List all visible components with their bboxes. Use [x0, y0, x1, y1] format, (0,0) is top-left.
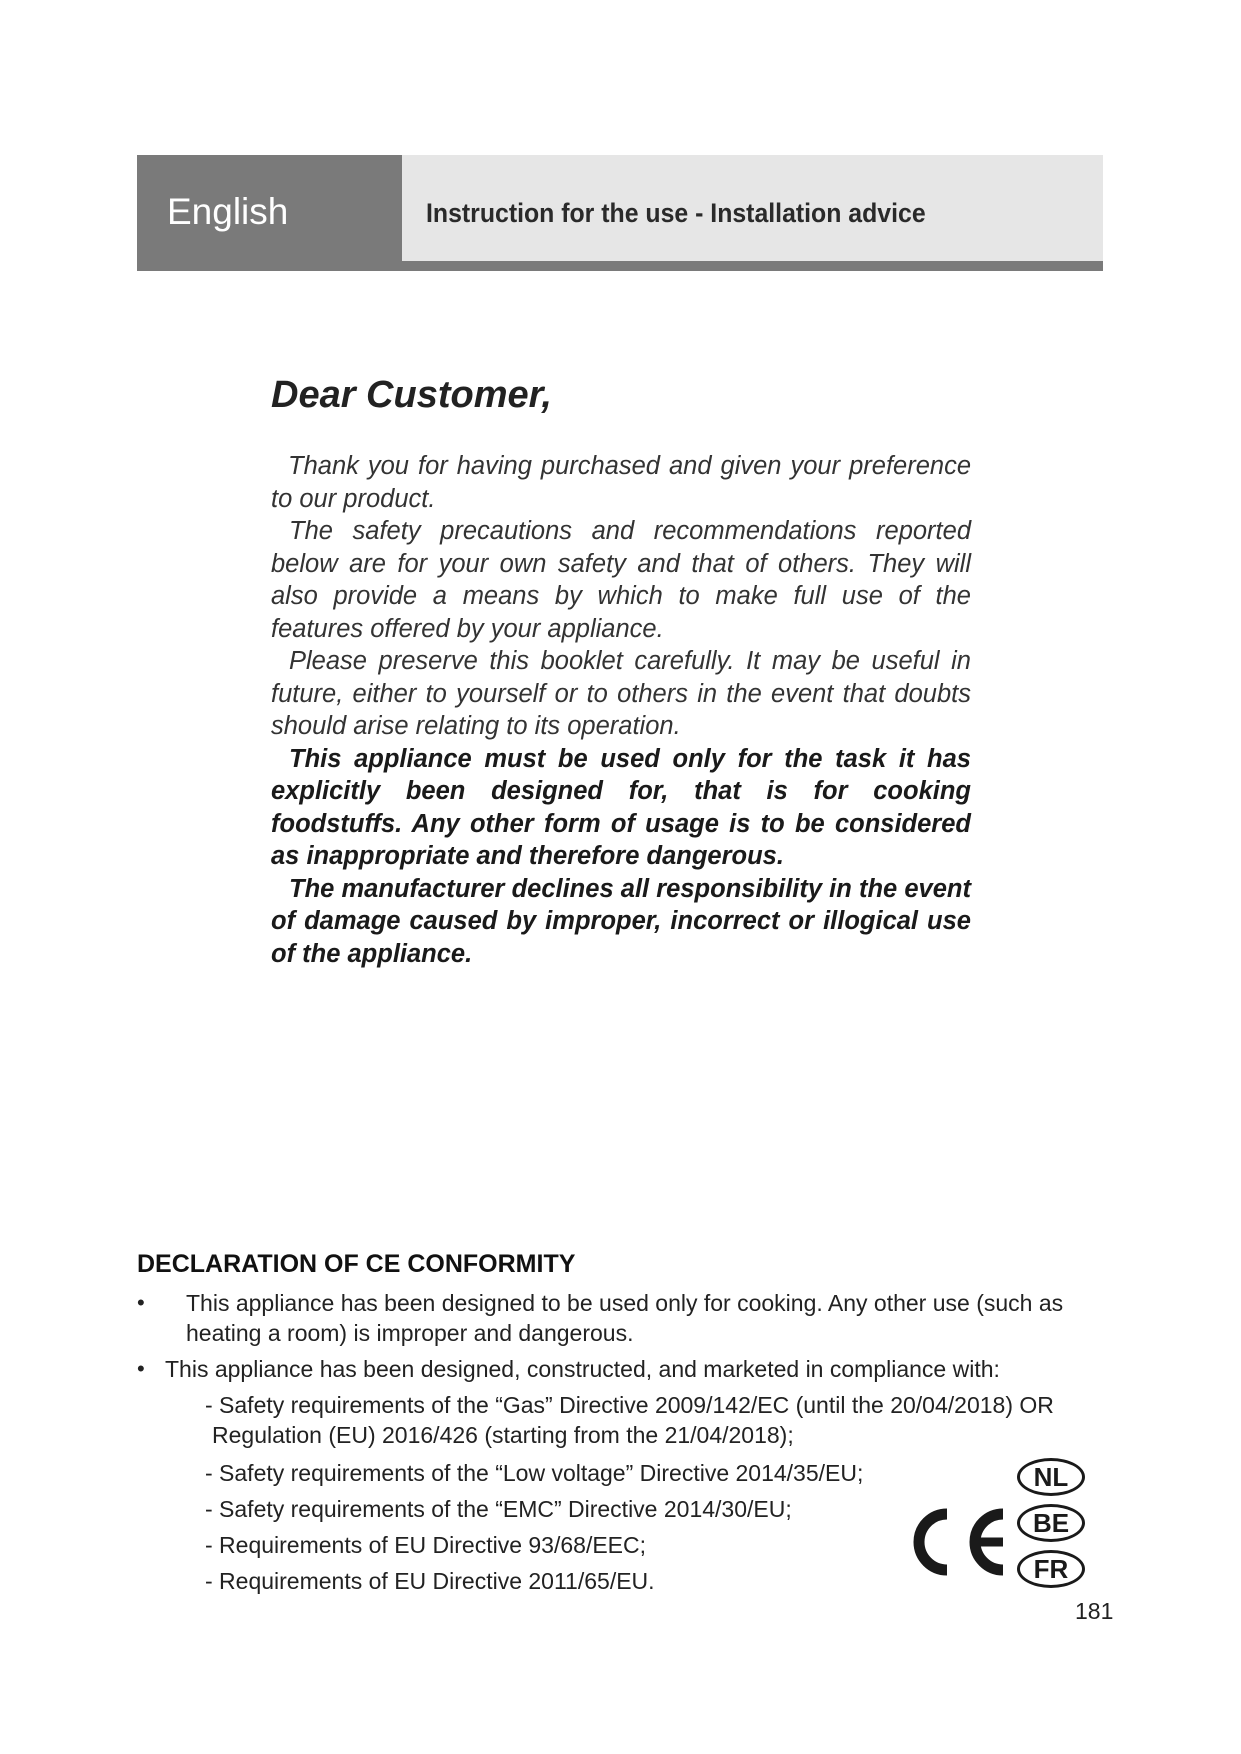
greeting-heading: Dear Customer,	[271, 374, 552, 416]
declaration-title: DECLARATION OF CE CONFORMITY	[137, 1250, 576, 1278]
ce-mark	[903, 1458, 1070, 1594]
requirement-eu-2011: - Requirements of EU Directive 2011/65/EU.	[205, 1568, 655, 1594]
intro-text	[271, 450, 971, 970]
header-underline	[402, 261, 1103, 271]
intro-paragraph-usage-warning: This appliance must be used only for the task it has explicitly been designed for, that is for cooking foodstuffs. Any other form of usage is to be considered as inappropriate and therefore dangerous.	[271, 744, 971, 870]
header-title-box	[402, 155, 1103, 261]
intro-paragraph-preserve: Please preserve this booklet carefully. It may be useful in future, either to yourself or to others in the event that doubts should arise relating to its operation.	[271, 647, 971, 740]
intro-paragraph-liability: The manufacturer declines all responsibility in the event of damage caused by improper, incorrect or illogical use of the appliance.	[271, 874, 971, 968]
declaration-bullet	[137, 1354, 1117, 1384]
bullet-icon: •	[137, 1356, 145, 1381]
header-title: Instruction for the use - Installation advice	[426, 198, 926, 228]
country-badge-fr: FR	[1017, 1550, 1085, 1588]
intro-paragraph-safety: The safety precautions and recommendations reported below are for your own safety and that of others. They will also provide a means by which to make full use of the features offered by your appliance.	[271, 517, 971, 643]
bullet-text-compliance: This appliance has been designed, constructed, and marketed in compliance with:	[165, 1356, 1000, 1382]
language-tab	[137, 155, 402, 271]
bullet-icon: •	[137, 1290, 145, 1315]
page-header	[137, 155, 1103, 271]
requirement-gas-line1: - Safety requirements of the “Gas” Directive 2009/142/EC (until the 20/04/2018) OR	[205, 1392, 1054, 1418]
requirement-gas-line2: Regulation (EU) 2016/426 (starting from the 21/04/2018);	[212, 1422, 794, 1448]
ce-logo-icon	[903, 1502, 1013, 1582]
country-badge-nl: NL	[1017, 1458, 1085, 1496]
requirement-emc: - Safety requirements of the “EMC” Directive 2014/30/EU;	[205, 1496, 792, 1522]
requirement-eu-93: - Requirements of EU Directive 93/68/EEC;	[205, 1532, 647, 1558]
bullet-text-cooking-only: This appliance has been designed to be used only for cooking. Any other use (such as heating a room) is improper and dangerous.	[186, 1290, 1064, 1346]
requirement-low-voltage: - Safety requirements of the “Low voltage” Directive 2014/35/EU;	[205, 1460, 864, 1486]
intro-paragraph-thanks: Thank you for having purchased and given your preference to our product.	[271, 452, 971, 513]
page-number: 181	[1075, 1598, 1114, 1624]
language-label: English	[167, 191, 289, 232]
declaration-bullet	[137, 1288, 1117, 1348]
requirement-gas	[205, 1390, 1117, 1450]
country-badge-be: BE	[1017, 1504, 1085, 1542]
